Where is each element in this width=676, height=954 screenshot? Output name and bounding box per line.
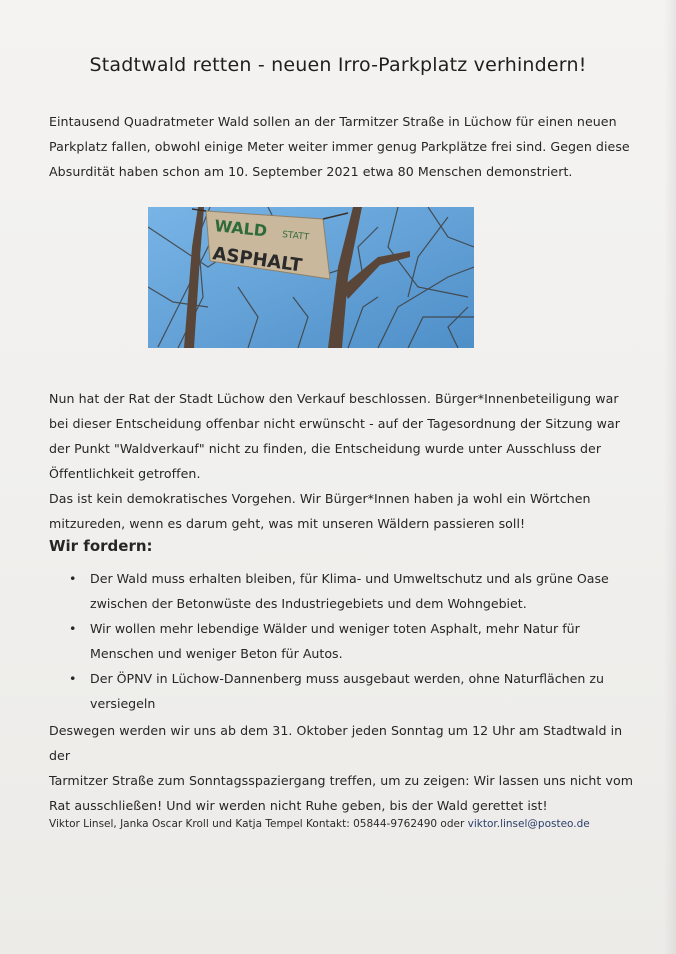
flyer-title: Stadtwald retten - neuen Irro-Parkplatz verhindern! <box>89 54 587 76</box>
demand-line: Wir wollen mehr lebendige Wälder und weniger toten Asphalt, mehr Natur für <box>90 621 580 636</box>
intro-paragraph <box>49 109 639 184</box>
intro-line: Absurdität haben schon am 10. September 2021 etwa 80 Menschen demonstriert. <box>49 164 573 179</box>
protest-banner-photo <box>148 207 474 348</box>
body-line: Nun hat der Rat der Stadt Lüchow den Verkauf beschlossen. Bürger*Innenbeteiligung war <box>49 391 619 406</box>
list-item <box>49 666 609 716</box>
demand-line: Menschen und weniger Beton für Autos. <box>90 646 343 661</box>
demand-line: Der Wald muss erhalten bleiben, für Klima- und Umweltschutz und als grüne Oase <box>90 571 609 586</box>
banner-word: STATT <box>281 230 310 243</box>
list-item <box>49 566 609 616</box>
closing-line: Tarmitzer Straße zum Sonntagsspaziergang treffen, um zu zeigen: Wir lassen uns nicht vom <box>49 773 634 788</box>
closing-line: Rat ausschließen! Und wir werden nicht Ruhe geben, bis der Wald gerettet ist! <box>49 798 548 813</box>
closing-paragraph <box>49 718 639 818</box>
intro-line: Eintausend Quadratmeter Wald sollen an der Tarmitzer Straße in Lüchow für einen neuen <box>49 114 617 129</box>
demands-list <box>49 566 609 716</box>
bullet: • <box>69 621 77 636</box>
contact-email: viktor.linsel@posteo.de <box>467 818 590 830</box>
list-item <box>49 616 609 666</box>
banner-word: ASPHALT <box>211 243 304 277</box>
contact-footer <box>49 818 590 830</box>
body-paragraph <box>49 386 639 536</box>
body-line: Öffentlichkeit getroffen. <box>49 466 201 481</box>
closing-line: Deswegen werden wir uns ab dem 31. Oktober jeden Sonntag um 12 Uhr am Stadtwald in der <box>49 723 623 763</box>
intro-line: Parkplatz fallen, obwohl einige Meter weiter immer genug Parkplätze frei sind. Gegen diese <box>49 139 630 154</box>
banner-word: WALD <box>213 216 269 241</box>
bullet: • <box>69 571 77 586</box>
photo-illustration <box>148 207 474 348</box>
demand-line: versiegeln <box>90 696 156 711</box>
bullet: • <box>69 671 77 686</box>
page-edge-shadow <box>664 0 676 954</box>
body-line: mitzureden, wenn es darum geht, was mit unseren Wäldern passieren soll! <box>49 516 526 531</box>
contact-text: Viktor Linsel, Janka Oscar Kroll und Katja Tempel Kontakt: 05844-9762490 oder <box>49 818 468 830</box>
body-line: bei dieser Entscheidung offenbar nicht erwünscht - auf der Tagesordnung der Sitzung war <box>49 416 620 431</box>
demand-line: zwischen der Betonwüste des Industriegebiets und dem Wohngebiet. <box>90 596 527 611</box>
demand-line: Der ÖPNV in Lüchow-Dannenberg muss ausgebaut werden, ohne Naturflächen zu <box>90 671 604 686</box>
body-line: Das ist kein demokratisches Vorgehen. Wir Bürger*Innen haben ja wohl ein Wörtchen <box>49 491 591 506</box>
demands-heading: Wir fordern: <box>49 537 153 555</box>
body-line: der Punkt "Waldverkauf" nicht zu finden, die Entscheidung wurde unter Ausschluss der <box>49 441 602 456</box>
